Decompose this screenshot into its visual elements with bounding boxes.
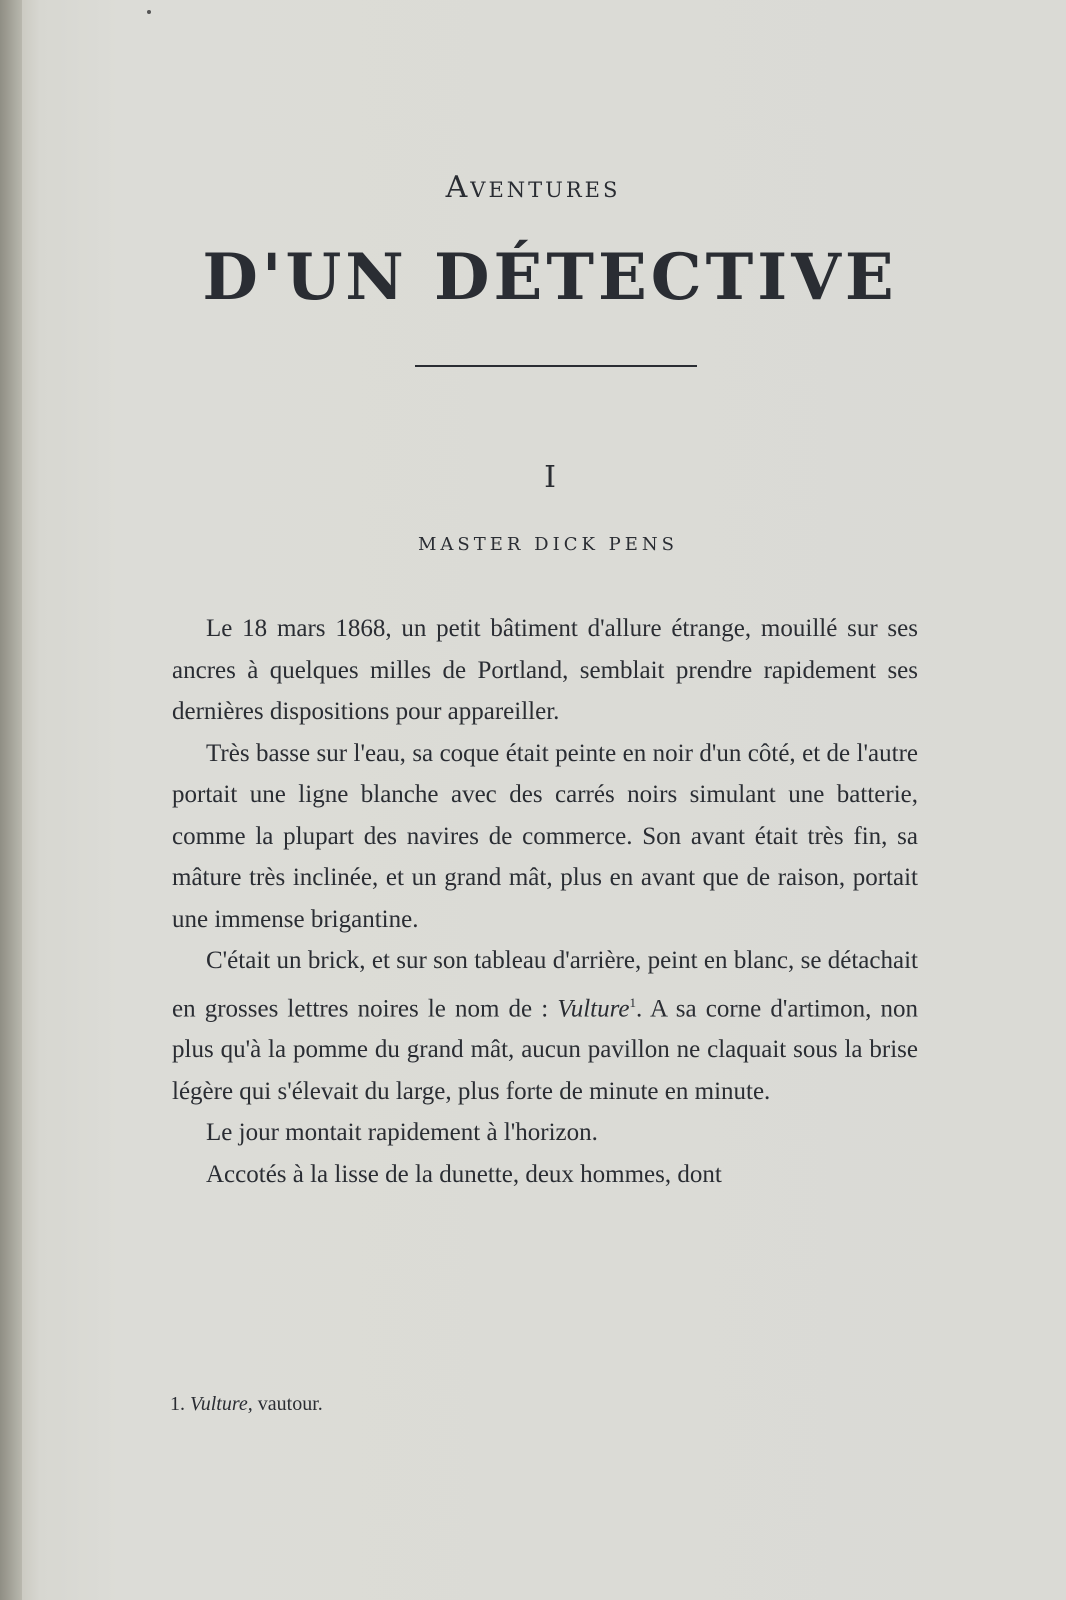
paper-speck (147, 10, 151, 14)
paragraph-3-end: . A sa corne d'artimon, non plus qu'à la pomme du grand mât, aucun pavillon ne claquait sous la brise légère qui s'élevait du large, plus forte de minute en minute. (172, 994, 918, 1105)
paragraph-2: Très basse sur l'eau, sa coque était peinte en noir d'un côté, et de l'autre portait une ligne blanche avec des carrés noirs simulant une batterie, comme la plupart des navires de commerce. Son avant était très fin, sa mâture très inclinée, et un grand mât, plus en avant que de raison, portait une immense brigantine. (172, 739, 918, 933)
footnote-ref: 1 (629, 994, 637, 1010)
ship-name: Vulture (557, 994, 630, 1022)
footnote-gloss: vautour. (257, 1393, 323, 1415)
paragraph-5: Accotés à la lisse de la dunette, deux hommes, dont (206, 1160, 722, 1188)
book-kicker: Aventures (445, 170, 621, 205)
paragraph-3-start: C'était un brick, et sur son tableau d'arrière, peint en blanc, se détachait en grosses lettres noires le nom de : (172, 947, 918, 1022)
paragraph-1: Le 18 mars 1868, un petit bâtiment d'allure étrange, mouillé sur ses ancres à quelques milles de Portland, semblait prendre rapidement ses dernières dispositions pour appareiller. (172, 615, 918, 725)
chapter-number: I (544, 460, 556, 495)
paragraph-4: Le jour montait rapidement à l'horizon. (206, 1119, 598, 1147)
footnote (170, 1393, 323, 1416)
title-rule (415, 365, 697, 367)
chapter-title: MASTER DICK PENS (418, 534, 678, 555)
body-text (172, 608, 918, 1195)
book-title: D'UN DÉTECTIVE (202, 240, 898, 315)
paragraph-3 (172, 940, 918, 1112)
footnote-number: 1. (170, 1393, 185, 1415)
footnote-term: Vulture, (190, 1393, 253, 1415)
